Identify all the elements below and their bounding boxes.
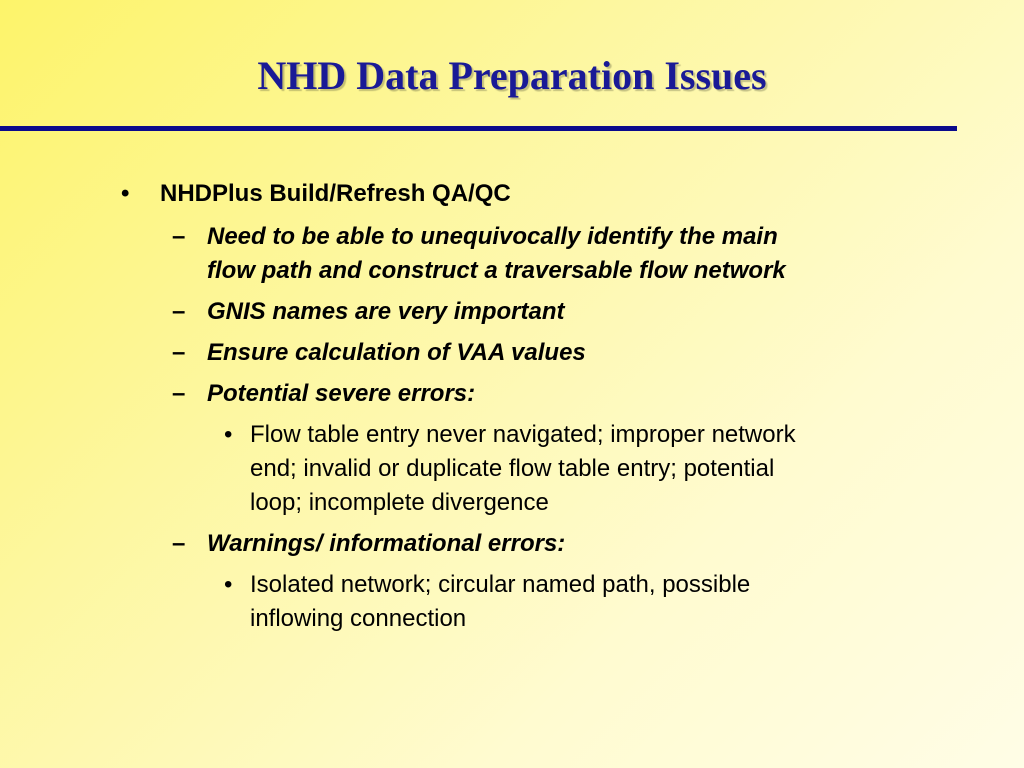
dash-marker: – xyxy=(172,339,186,366)
title-divider xyxy=(0,126,957,131)
sub-item-text: GNIS names are very important xyxy=(207,298,565,325)
detail-text: Flow table entry never navigated; improper network end; invalid or duplicate flow table entry; potential loop; incomplete divergence xyxy=(250,421,796,516)
detail-text: Isolated network; circular named path, possible inflowing connection xyxy=(250,571,751,632)
bullet-nhdplus-qaqc xyxy=(0,175,820,213)
sub-item-text: Need to be able to unequivocally identify the main flow path and construct a traversable flow network xyxy=(207,223,786,284)
sub-item-text: Warnings/ informational errors: xyxy=(207,530,566,557)
sub-item-vaa-values xyxy=(0,336,817,370)
detail-severe-error-list xyxy=(0,418,820,520)
bullet-text: NHDPlus Build/Refresh QA/QC xyxy=(160,180,511,207)
slide-title: NHD Data Preparation Issues xyxy=(257,53,767,98)
dash-marker: – xyxy=(172,223,186,250)
slide-content xyxy=(0,175,1024,636)
sub-item-gnis-names xyxy=(0,295,817,329)
sub-item-warnings xyxy=(0,527,817,561)
dash-marker: – xyxy=(172,380,186,407)
sub-item-main-flow-path xyxy=(0,220,817,288)
sub-item-text: Ensure calculation of VAA values xyxy=(207,339,586,366)
bullet-marker: • xyxy=(224,421,233,448)
sub-item-severe-errors xyxy=(0,377,817,411)
bullet-marker: • xyxy=(121,180,130,207)
sub-item-text: Potential severe errors: xyxy=(207,380,476,407)
dash-marker: – xyxy=(172,530,186,557)
dash-marker: – xyxy=(172,298,186,325)
bullet-marker: • xyxy=(224,571,233,598)
detail-warning-list xyxy=(0,568,820,636)
